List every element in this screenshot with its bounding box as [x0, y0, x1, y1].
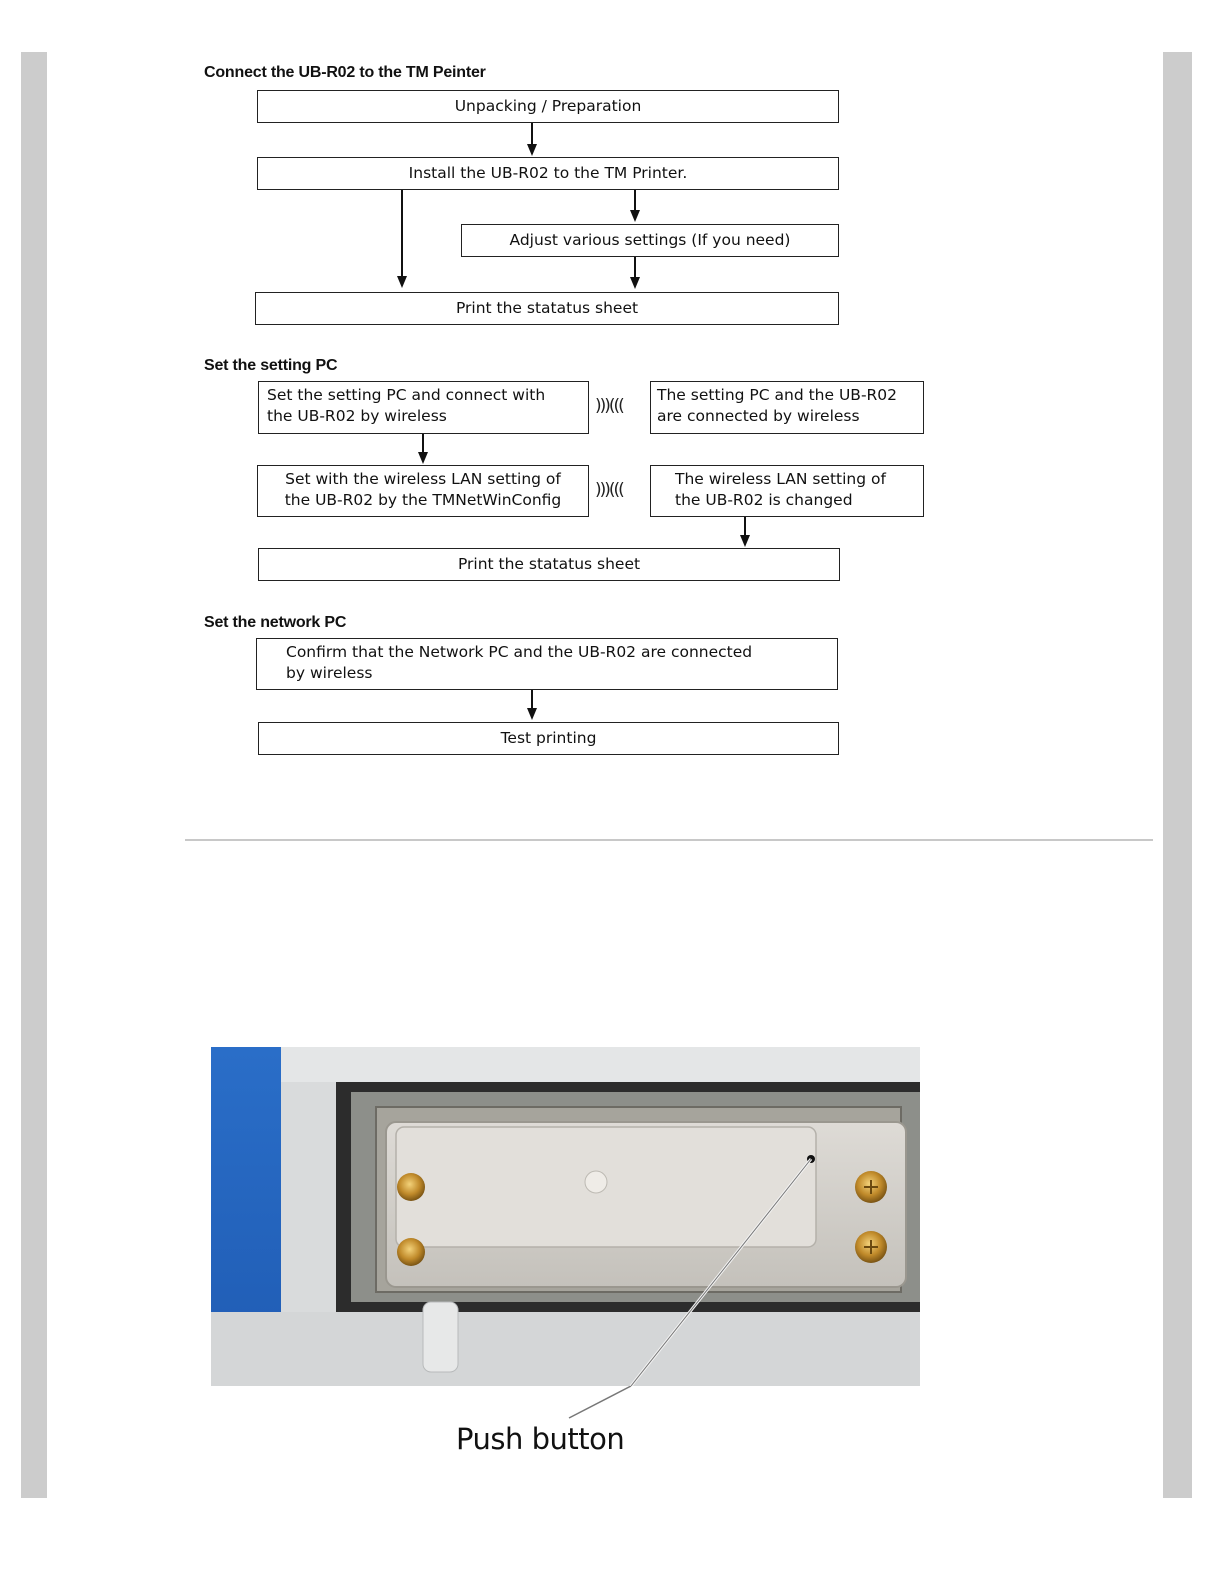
- arrow-down-icon: [630, 210, 640, 222]
- step-adjust-settings: Adjust various settings (If you need): [461, 224, 839, 257]
- arrow-down-icon: [418, 452, 428, 464]
- arrow-down-icon: [527, 144, 537, 156]
- result-wireless-lan-changed: [650, 465, 924, 517]
- step-print-status-sheet: Print the statatus sheet: [255, 292, 839, 325]
- pointer-line: [560, 1386, 640, 1420]
- result-setting-pc-connected: [650, 381, 924, 434]
- step-text-line: the UB-R02 is changed: [675, 491, 853, 509]
- step-text-line: The wireless LAN setting of: [675, 470, 886, 488]
- step-set-wireless-lan: [257, 465, 589, 517]
- step-unpacking: Unpacking / Preparation: [257, 90, 839, 123]
- right-margin-bar: [1163, 52, 1192, 1498]
- connector-line: [744, 517, 746, 535]
- connector-line: [531, 690, 533, 708]
- arrow-down-icon: [527, 708, 537, 720]
- connector-line: [634, 190, 636, 210]
- arrow-down-icon: [740, 535, 750, 547]
- section-heading-connect: Connect the UB-R02 to the TM Peinter: [204, 64, 486, 81]
- step-text-line: Set with the wireless LAN setting of: [285, 470, 561, 488]
- step-text-line: The setting PC and the UB-R02: [657, 386, 898, 404]
- photo-caption: Push button: [456, 1422, 625, 1456]
- section-heading-setting-pc: Set the setting PC: [204, 357, 338, 374]
- connector-line: [634, 257, 636, 277]
- step-print-status-sheet-2: Print the statatus sheet: [258, 548, 840, 581]
- step-text-line: by wireless: [286, 664, 373, 682]
- horizontal-divider: [185, 839, 1153, 841]
- step-text-line: the UB-R02 by wireless: [267, 407, 447, 425]
- step-test-printing: Test printing: [258, 722, 839, 755]
- ub-r02-photo: [211, 1047, 920, 1386]
- section-heading-network-pc: Set the network PC: [204, 614, 347, 631]
- arrow-down-icon: [397, 276, 407, 288]
- step-text-line: the UB-R02 by the TMNetWinConfig: [284, 491, 562, 509]
- arrow-down-icon: [630, 277, 640, 289]
- step-confirm-network-pc: [256, 638, 838, 690]
- wireless-signal-icon: )))(((: [595, 396, 623, 416]
- wireless-signal-icon: )))(((: [595, 480, 623, 500]
- connector-line: [401, 190, 403, 276]
- step-connect-setting-pc: [258, 381, 589, 434]
- step-text-line: are connected by wireless: [657, 407, 860, 425]
- step-text-line: Confirm that the Network PC and the UB-R02 are connected: [286, 643, 753, 661]
- left-margin-bar: [21, 52, 47, 1498]
- connector-line: [422, 434, 424, 452]
- step-text-line: Set the setting PC and connect with: [267, 386, 546, 404]
- step-install: Install the UB-R02 to the TM Printer.: [257, 157, 839, 190]
